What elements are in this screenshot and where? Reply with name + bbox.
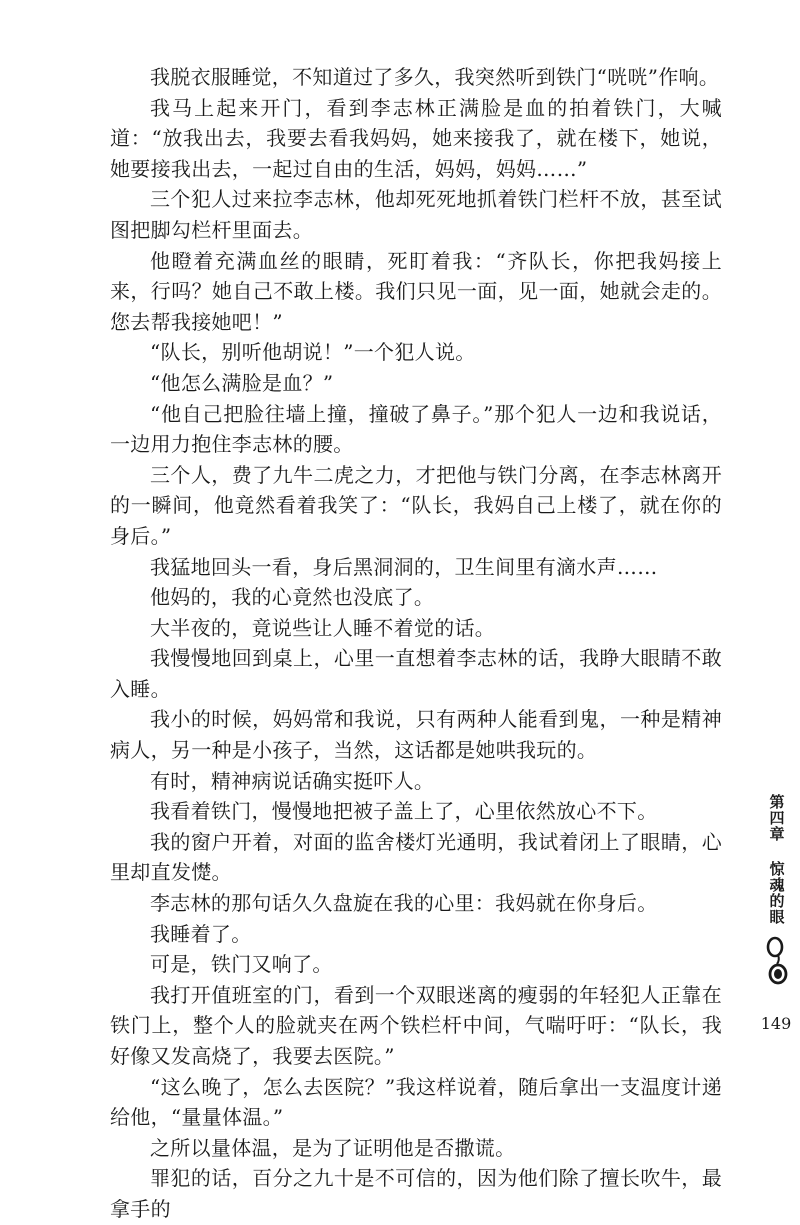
paragraph: 三个人，费了九牛二虎之力，才把他与铁门分离，在李志林离开的一瞬间，他竟然看着我笑了：“队长，我妈自己上楼了，就在你的身后。” bbox=[110, 462, 722, 548]
chapter-label: 第四章 bbox=[767, 794, 786, 842]
paragraph: “他怎么满脸是血？” bbox=[150, 370, 334, 395]
paragraph: 李志林的那句话久久盘旋在我的心里：我妈就在你身后。 bbox=[150, 891, 658, 916]
page-number: 149 bbox=[760, 1014, 792, 1033]
paragraph: 有时，精神病说话确实挺吓人。 bbox=[150, 768, 435, 793]
paragraph: 他妈的，我的心竟然也没底了。 bbox=[150, 585, 435, 610]
paragraph: “他自己把脸往墙上撞，撞破了鼻子。”那个犯人一边和我说话，一边用力抱住李志林的腰。 bbox=[110, 401, 722, 457]
chapter-side-tab bbox=[764, 794, 790, 987]
paragraph: 我马上起来开门，看到李志林正满脸是血的拍着铁门，大喊道：“放我出去，我要去看我妈妈，她来接我了，就在楼下，她说，她要接我出去，一起过自由的生活，妈妈，妈妈……” bbox=[110, 95, 722, 181]
paragraph: 我的窗户开着，对面的监舍楼灯光通明，我试着闭上了眼睛，心里却直发憷。 bbox=[110, 829, 722, 885]
chapter-title: 惊魂的眼 bbox=[767, 861, 786, 925]
paragraph: 我看着铁门，慢慢地把被子盖上了，心里依然放心不下。 bbox=[150, 799, 658, 824]
paragraph: 罪犯的话，百分之九十是不可信的，因为他们除了擅长吹牛，最拿手的 bbox=[110, 1166, 722, 1221]
paragraph: 我小的时候，妈妈常和我说，只有两种人能看到鬼，一种是精神病人，另一种是小孩子，当然，这话都是她哄我玩的。 bbox=[110, 707, 722, 763]
paragraph: 他瞪着充满血丝的眼睛，死盯着我：“齐队长，你把我妈接上来，行吗？她自己不敢上楼。我们只见一面，见一面，她就会走的。您去帮我接她吧！” bbox=[110, 248, 722, 334]
paragraph: 我慢慢地回到桌上，心里一直想着李志林的话，我睁大眼睛不敢入睡。 bbox=[110, 646, 722, 701]
paragraph: 之所以量体温，是为了证明他是否撒谎。 bbox=[150, 1135, 516, 1160]
paragraph: “这么晚了，怎么去医院？”我这样说着，随后拿出一支温度计递给他，“量量体温。” bbox=[110, 1074, 722, 1130]
paragraph: 我脱衣服睡觉，不知道过了多久，我突然听到铁门“咣咣”作响。 bbox=[150, 65, 720, 89]
paragraph: “队长，别听他胡说！”一个犯人说。 bbox=[150, 340, 476, 365]
paragraph: 我睡着了。 bbox=[150, 921, 252, 946]
paragraph: 大半夜的，竟说些让人睡不着觉的话。 bbox=[150, 615, 496, 640]
handcuffs-icon bbox=[764, 933, 790, 987]
paragraph: 可是，铁门又响了。 bbox=[150, 952, 333, 977]
page-body bbox=[110, 62, 722, 1225]
paragraph: 三个犯人过来拉李志林，他却死死地抓着铁门栏杆不放，甚至试图把脚勾栏杆里面去。 bbox=[110, 187, 722, 242]
paragraph: 我打开值班室的门，看到一个双眼迷离的瘦弱的年轻犯人正靠在铁门上，整个人的脸就夹在两个铁栏杆中间，气喘吁吁：“队长，我好像又发高烧了，我要去医院。” bbox=[110, 982, 722, 1068]
paragraph: 我猛地回头一看，身后黑洞洞的，卫生间里有滴水声…… bbox=[150, 554, 658, 579]
